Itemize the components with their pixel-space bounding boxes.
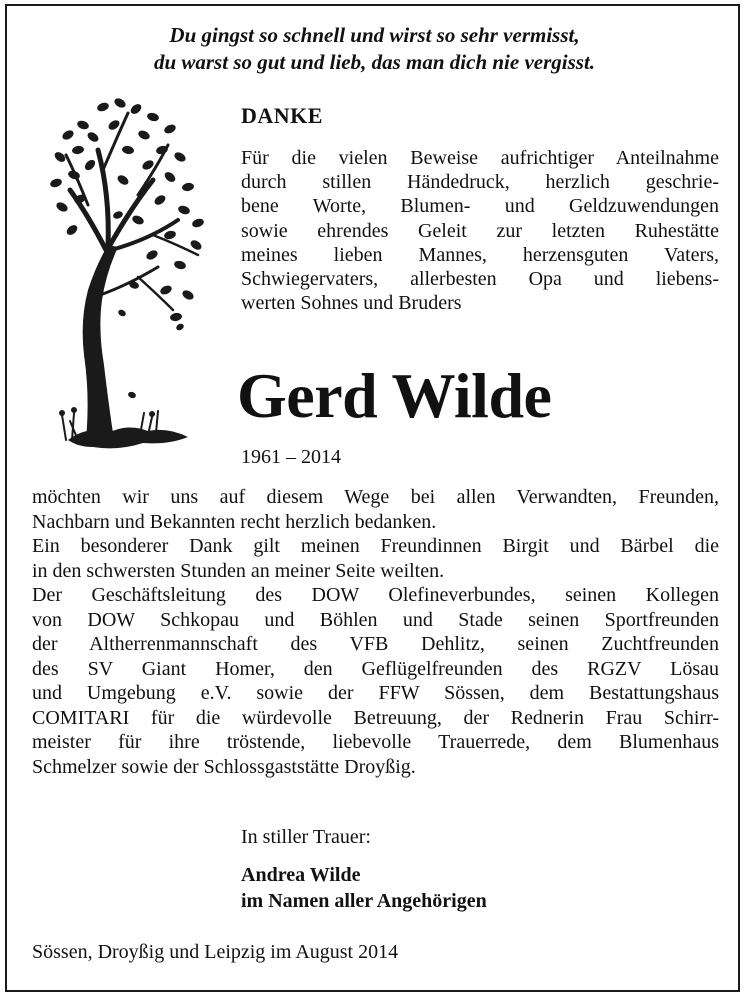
danke-heading: DANKE bbox=[241, 103, 323, 128]
danke-line: sowie ehrendes Geleit zur letzten Ruhestätte bbox=[241, 219, 719, 242]
danke-line: Für die vielen Beweise aufrichtiger Anteilnahme bbox=[241, 147, 719, 169]
place-date: Sössen, Droyßig und Leipzig im August 2014 bbox=[32, 941, 399, 963]
signature-name: Andrea Wilde bbox=[241, 864, 361, 886]
life-dates: 1961 – 2014 bbox=[241, 446, 341, 468]
danke-line: bene Worte, Blumen- und Geldzuwendungen bbox=[241, 195, 719, 218]
motto-line-1: Du gingst so schnell und wirst so sehr vermisst, bbox=[169, 23, 580, 47]
thanks-line: in den schwersten Stunden an meiner Seite weilten. bbox=[32, 559, 445, 582]
danke-line: Schwiegervaters, allerbesten Opa und liebens- bbox=[241, 268, 719, 291]
danke-line: meines lieben Mannes, herzensguten Vaters, bbox=[241, 243, 719, 266]
thanks-line: möchten wir uns auf diesem Wege bei allen Verwandten, Freunden, bbox=[32, 486, 719, 508]
in-stiller-trauer: In stiller Trauer: bbox=[241, 826, 371, 848]
thanks-line: der Altherrenmannschaft des VFB Dehlitz, seinen Zuchtfreunden bbox=[32, 633, 719, 655]
thanks-line: Nachbarn und Bekannten recht herzlich bedanken. bbox=[32, 510, 437, 533]
motto-line-2: du warst so gut und lieb, das man dich nie vergisst. bbox=[153, 50, 596, 74]
thanks-line: und Umgebung e.V. sowie der FFW Sössen, dem Bestattungshaus bbox=[32, 682, 719, 704]
thanks-line: des SV Giant Homer, den Geflügelfreunden des RGZV Lösau bbox=[32, 657, 719, 680]
thanks-paragraph bbox=[32, 485, 719, 779]
thanks-line: Der Geschäftsleitung des DOW Olefineverbundes, seinen Kollegen bbox=[32, 584, 719, 606]
thanks-line: meister für ihre tröstende, liebevolle Trauerrede, dem Blumenhaus bbox=[32, 731, 719, 753]
thanks-line: von DOW Schkopau und Böhlen und Stade seinen Sportfreunden bbox=[32, 608, 719, 631]
signature-family: im Namen aller Angehörigen bbox=[241, 890, 487, 912]
danke-paragraph bbox=[241, 146, 719, 315]
signature-block bbox=[241, 862, 487, 914]
danke-line: werten Sohnes und Bruders bbox=[241, 292, 462, 315]
motto bbox=[0, 22, 749, 76]
thanks-line: COMITARI für die würdevolle Betreuung, der Rednerin Frau Schirr- bbox=[32, 706, 719, 729]
thanks-line: Schmelzer sowie der Schlossgaststätte Droyßig. bbox=[32, 755, 416, 778]
thanks-line: Ein besonderer Dank gilt meinen Freundinnen Birgit und Bärbel die bbox=[32, 535, 719, 557]
danke-line: durch stillen Händedruck, herzlich geschrie- bbox=[241, 171, 719, 194]
tree-silhouette-icon bbox=[48, 95, 208, 465]
deceased-name: Gerd Wilde bbox=[237, 360, 552, 431]
